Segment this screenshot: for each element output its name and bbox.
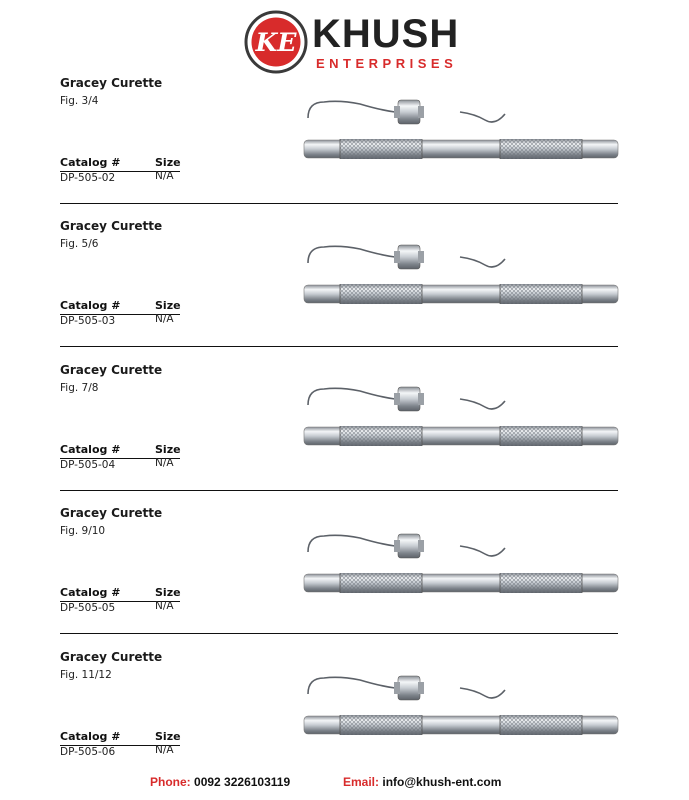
size-label: Size — [155, 730, 181, 743]
phone-label: Phone: — [150, 775, 191, 789]
curette-image — [300, 217, 622, 347]
curette-image — [300, 504, 622, 634]
size-value: N/A — [155, 600, 174, 612]
size-label: Size — [155, 299, 181, 312]
product-block — [0, 74, 689, 217]
product-title: Gracey Curette — [60, 76, 163, 90]
catalog-label: Catalog # — [60, 299, 121, 312]
catalog-label: Catalog # — [60, 443, 121, 456]
section-divider — [60, 633, 618, 634]
catalog-label: Catalog # — [60, 156, 121, 169]
size-value: N/A — [155, 313, 174, 325]
size-value: N/A — [155, 744, 174, 756]
product-block — [0, 504, 689, 647]
company-logo — [244, 10, 308, 74]
section-divider — [60, 346, 618, 347]
header — [0, 0, 689, 78]
phone-number[interactable]: 0092 3226103119 — [194, 775, 291, 789]
brand-subtitle: ENTERPRISES — [316, 56, 458, 71]
product-block — [0, 648, 689, 791]
catalog-number: DP-505-05 — [60, 602, 116, 614]
product-figure: Fig. 5/6 — [60, 238, 99, 250]
brand-name: KHUSH — [312, 12, 460, 56]
curette-image — [300, 74, 622, 204]
email-label: Email: — [343, 775, 380, 789]
catalog-number: DP-505-02 — [60, 172, 116, 184]
product-figure: Fig. 7/8 — [60, 382, 99, 394]
product-figure: Fig. 3/4 — [60, 95, 99, 107]
size-label: Size — [155, 443, 181, 456]
curette-image — [300, 361, 622, 491]
product-title: Gracey Curette — [60, 650, 163, 664]
logo-monogram: KE — [255, 28, 297, 57]
catalog-number: DP-505-04 — [60, 459, 116, 471]
catalog-number: DP-505-06 — [60, 746, 116, 758]
phone-line — [150, 775, 290, 789]
catalog-number: DP-505-03 — [60, 315, 116, 327]
size-value: N/A — [155, 170, 174, 182]
email-address[interactable]: info@khush-ent.com — [382, 775, 502, 789]
product-title: Gracey Curette — [60, 506, 163, 520]
size-value: N/A — [155, 457, 174, 469]
email-line — [343, 775, 501, 789]
section-divider — [60, 490, 618, 491]
product-block — [0, 217, 689, 360]
catalog-label: Catalog # — [60, 730, 121, 743]
footer-contact — [0, 772, 689, 792]
catalog-label: Catalog # — [60, 586, 121, 599]
product-figure: Fig. 11/12 — [60, 669, 112, 681]
product-figure: Fig. 9/10 — [60, 525, 106, 537]
section-divider — [60, 203, 618, 204]
size-label: Size — [155, 586, 181, 599]
product-title: Gracey Curette — [60, 363, 163, 377]
size-label: Size — [155, 156, 181, 169]
curette-image — [300, 648, 622, 778]
product-title: Gracey Curette — [60, 219, 163, 233]
product-block — [0, 361, 689, 504]
